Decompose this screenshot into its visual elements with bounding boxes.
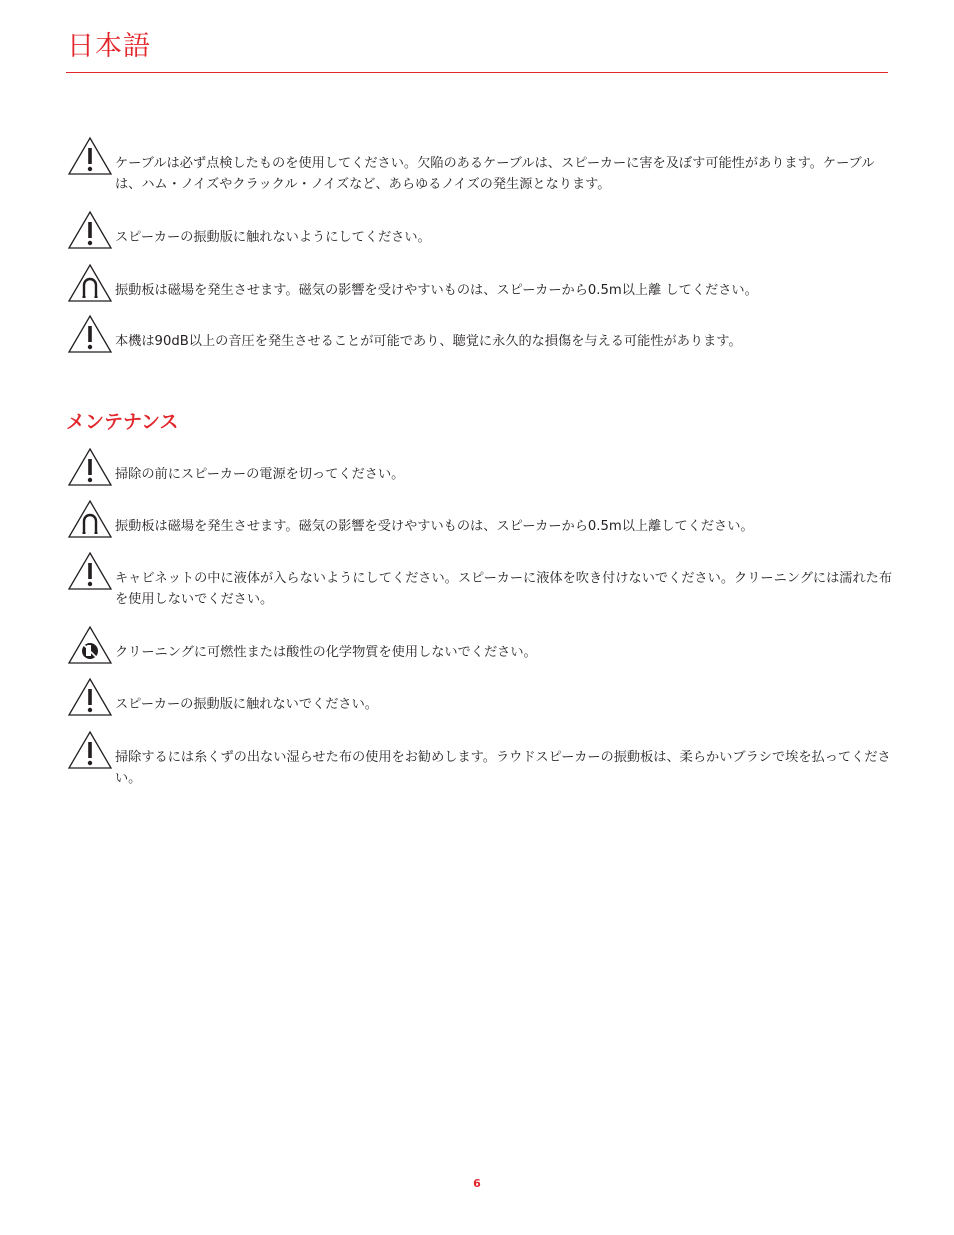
maintenance-text: スピーカーの振動版に触れないでください。 bbox=[115, 697, 378, 712]
maintenance-text: 振動板は磁場を発生させます。磁気の影響を受けやすいものは、スピーカーから0.5m以上離してください。 bbox=[115, 519, 754, 534]
page-title: 日本語 bbox=[67, 31, 151, 62]
maintenance-text: 掃除の前にスピーカーの電源を切ってください。 bbox=[115, 467, 405, 482]
safety-text: 本機は90dB以上の音圧を発生させることが可能であり、聴覚に永久的な損傷を与える可能性があります。 bbox=[115, 334, 742, 349]
maintenance-item-cloth bbox=[67, 748, 897, 789]
no-chemicals-icon bbox=[67, 625, 113, 665]
safety-item-magnet bbox=[67, 281, 897, 303]
maintenance-item-power bbox=[67, 465, 897, 487]
safety-item-diaphragm bbox=[67, 228, 897, 250]
warning-icon bbox=[67, 677, 113, 717]
maintenance-text: 掃除するには糸くずの出ない湿らせた布の使用をお勧めします。ラウドスピーカーの振動板は、柔らかいブラシで埃を払ってください。 bbox=[115, 750, 891, 786]
safety-item-cable bbox=[67, 154, 897, 195]
safety-item-spl bbox=[67, 332, 897, 354]
safety-text: ケーブルは必ず点検したものを使用してください。欠陥のあるケーブルは、スピーカーに害を及ぼす可能性があります。ケーブルは、ハム・ノイズやクラックル・ノイズなど、あらゆるノイズの発生源となります。 bbox=[115, 156, 875, 192]
magnet-warning-icon bbox=[67, 263, 113, 303]
warning-icon bbox=[67, 551, 113, 591]
title-divider bbox=[66, 72, 888, 73]
maintenance-item-diaphragm bbox=[67, 695, 897, 717]
maintenance-text: クリーニングに可燃性または酸性の化学物質を使用しないでください。 bbox=[115, 645, 537, 660]
warning-icon bbox=[67, 447, 113, 487]
maintenance-heading: メンテナンス bbox=[66, 411, 179, 433]
maintenance-item-magnet bbox=[67, 517, 897, 539]
warning-icon bbox=[67, 314, 113, 354]
magnet-warning-icon bbox=[67, 499, 113, 539]
maintenance-item-liquid bbox=[67, 569, 897, 610]
warning-icon bbox=[67, 730, 113, 770]
maintenance-text: キャビネットの中に液体が入らないようにしてください。スピーカーに液体を吹き付けないでください。クリーニングには濡れた布を使用しないでください。 bbox=[115, 571, 893, 607]
safety-text: スピーカーの振動版に触れないようにしてください。 bbox=[115, 230, 431, 245]
page-number: 6 bbox=[473, 1177, 481, 1190]
maintenance-item-chemicals bbox=[67, 643, 897, 665]
warning-icon bbox=[67, 136, 113, 176]
safety-text: 振動板は磁場を発生させます。磁気の影響を受けやすいものは、スピーカーから0.5m以上離 してください。 bbox=[115, 283, 758, 298]
warning-icon bbox=[67, 210, 113, 250]
